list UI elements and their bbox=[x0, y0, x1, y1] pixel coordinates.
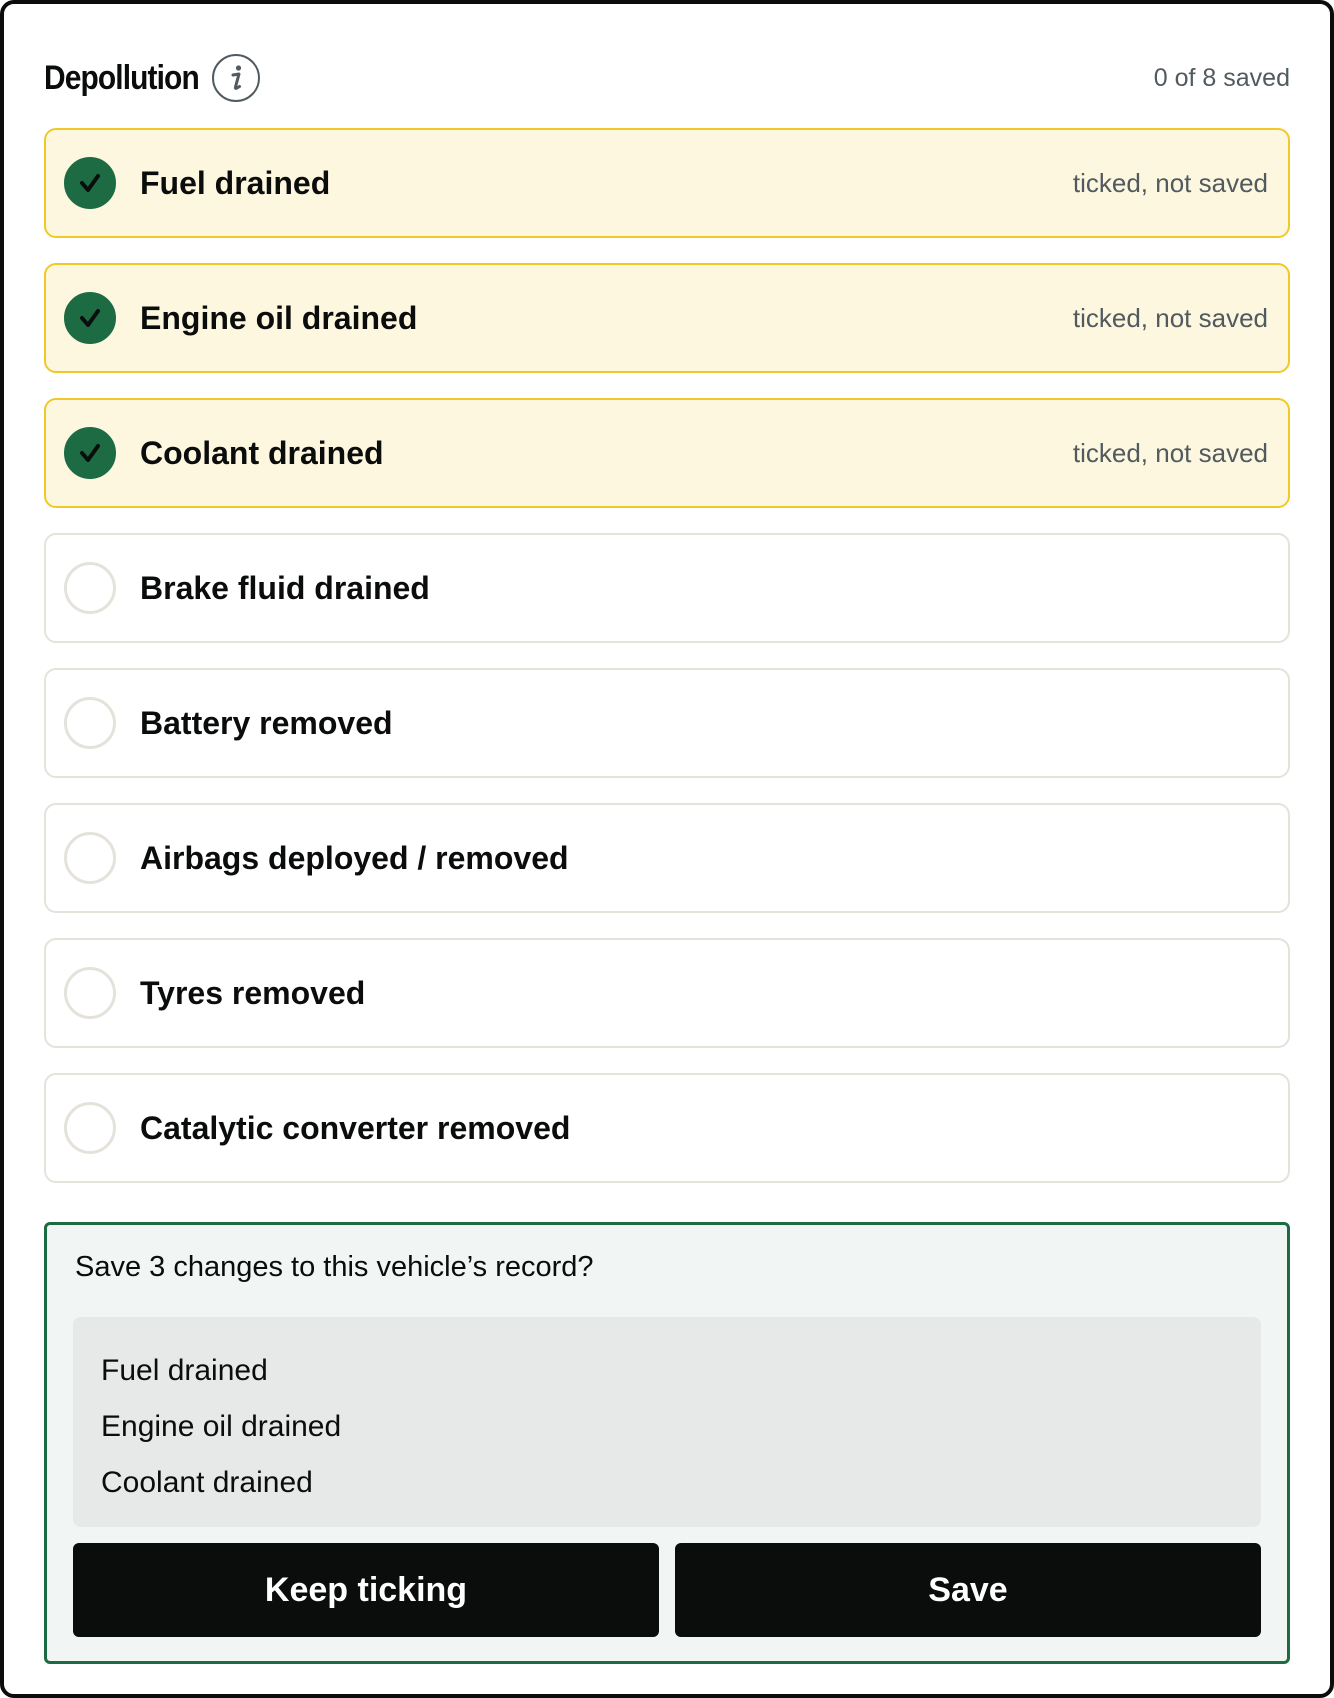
checklist-item[interactable] bbox=[44, 533, 1290, 643]
page-title: Depollution bbox=[44, 58, 199, 97]
checkbox-icon[interactable] bbox=[64, 967, 116, 1019]
checklist-item-label: Brake fluid drained bbox=[140, 569, 430, 606]
checklist-item-status: ticked, not saved bbox=[1072, 437, 1268, 468]
info-glyph bbox=[224, 63, 248, 93]
checklist-item[interactable] bbox=[44, 263, 1290, 373]
checkbox-icon[interactable] bbox=[64, 832, 116, 884]
change-list-item: Fuel drained bbox=[101, 1354, 268, 1387]
confirm-buttons bbox=[73, 1543, 1261, 1637]
title-group bbox=[44, 54, 260, 102]
checkbox-icon[interactable] bbox=[64, 427, 116, 479]
checklist-item[interactable] bbox=[44, 398, 1290, 508]
change-list-item: Coolant drained bbox=[101, 1466, 313, 1499]
save-confirmation bbox=[44, 1222, 1290, 1664]
checkbox-icon[interactable] bbox=[64, 157, 116, 209]
checkbox-icon[interactable] bbox=[64, 562, 116, 614]
change-list bbox=[73, 1317, 1261, 1527]
checkbox-icon[interactable] bbox=[64, 292, 116, 344]
checklist-item-status: ticked, not saved bbox=[1072, 302, 1268, 333]
change-list-item: Engine oil drained bbox=[101, 1410, 342, 1443]
checklist-item-label: Fuel drained bbox=[140, 164, 331, 201]
checkbox-icon[interactable] bbox=[64, 697, 116, 749]
panel-header bbox=[44, 48, 1290, 108]
checklist-item[interactable] bbox=[44, 803, 1290, 913]
checklist-item[interactable] bbox=[44, 668, 1290, 778]
save-button[interactable]: Save bbox=[675, 1543, 1261, 1637]
confirm-question: Save 3 changes to this vehicle’s record? bbox=[75, 1251, 594, 1283]
keep-ticking-button[interactable]: Keep ticking bbox=[73, 1543, 659, 1637]
saved-count: 0 of 8 saved bbox=[1153, 63, 1290, 92]
checklist-item[interactable] bbox=[44, 128, 1290, 238]
checklist-item-label: Airbags deployed / removed bbox=[140, 839, 569, 876]
checklist-item-label: Tyres removed bbox=[140, 974, 366, 1011]
checklist-item-label: Catalytic converter removed bbox=[140, 1109, 571, 1146]
checkbox-icon[interactable] bbox=[64, 1102, 116, 1154]
checklist-item[interactable] bbox=[44, 938, 1290, 1048]
checklist-item-label: Battery removed bbox=[140, 704, 393, 741]
checklist-item-status: ticked, not saved bbox=[1072, 167, 1268, 198]
info-icon[interactable] bbox=[212, 54, 260, 102]
checklist-item-label: Engine oil drained bbox=[140, 299, 418, 336]
checklist bbox=[44, 128, 1290, 1208]
checklist-item[interactable] bbox=[44, 1073, 1290, 1183]
checklist-item-label: Coolant drained bbox=[140, 434, 384, 471]
